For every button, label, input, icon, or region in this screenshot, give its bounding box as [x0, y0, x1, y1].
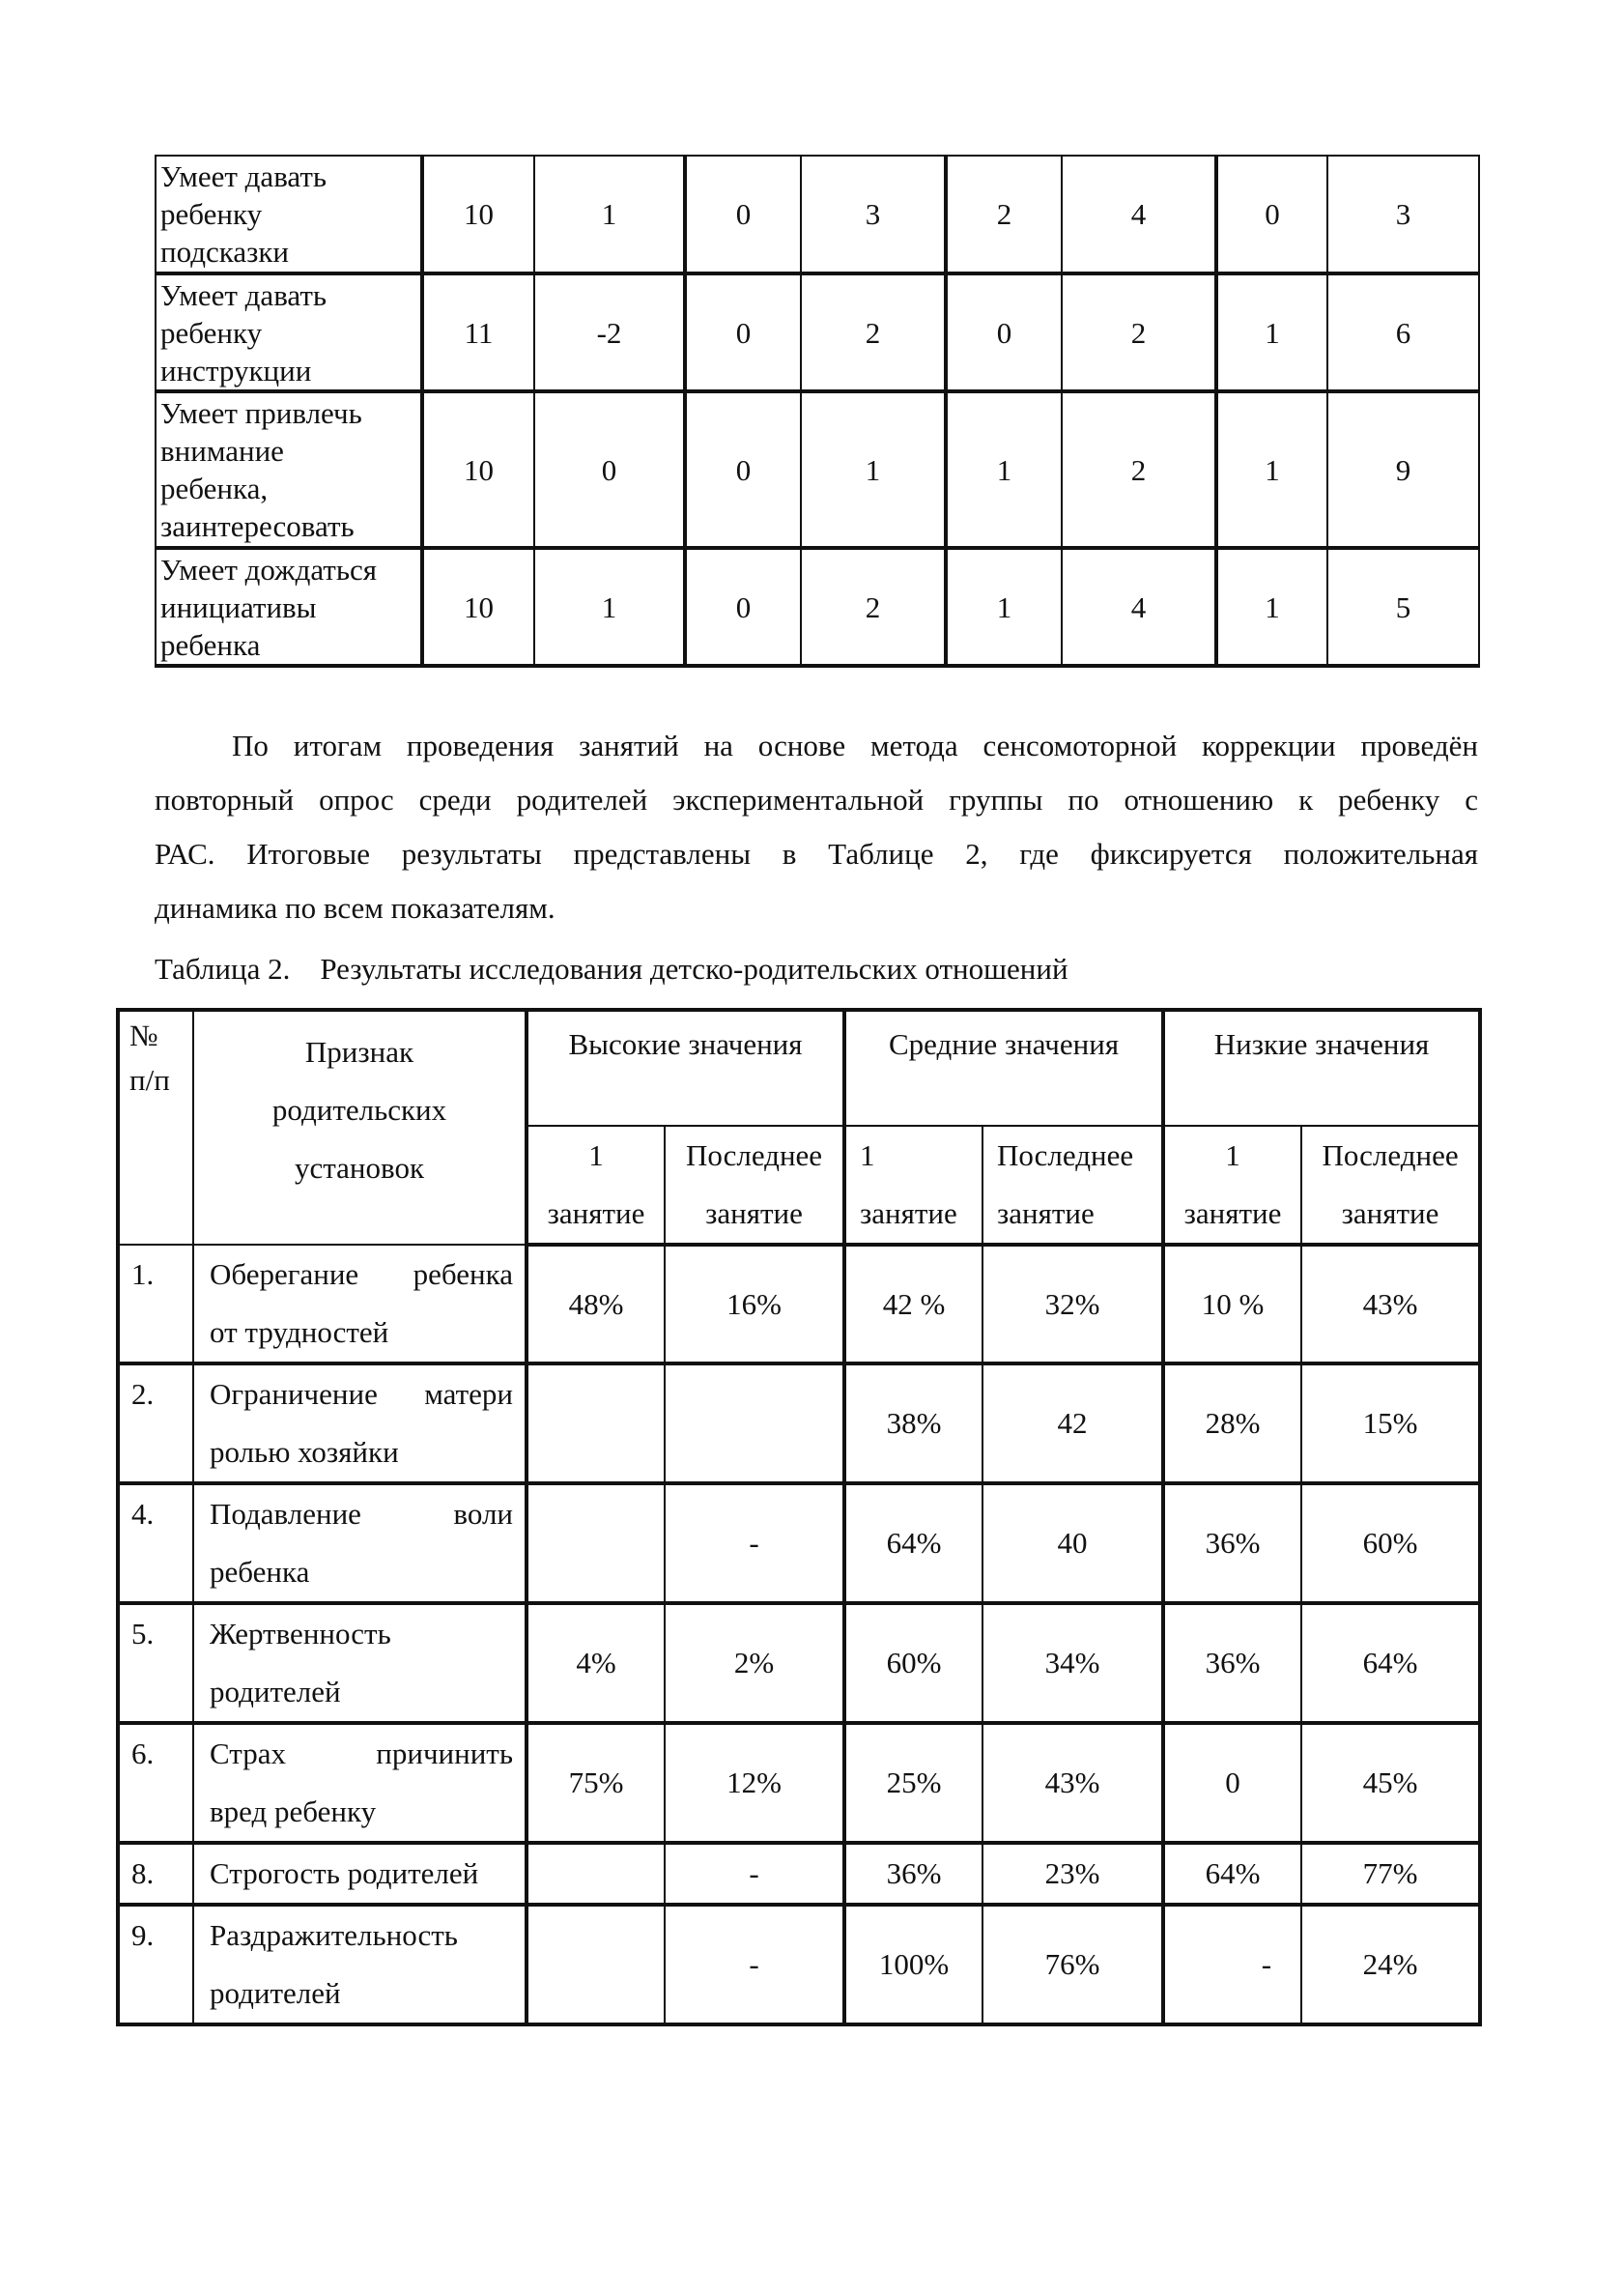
table-cell: 64%	[1163, 1843, 1301, 1905]
table-cell: 36%	[1163, 1603, 1301, 1723]
results-table-continuation	[155, 155, 1480, 668]
table-cell: 42	[982, 1363, 1163, 1483]
row-label: Умеет давать ребенку подсказки	[156, 156, 422, 273]
subheader-first-lesson: 1 занятие	[527, 1126, 665, 1245]
table-row	[156, 156, 1479, 273]
results-table-2	[116, 1008, 1482, 2026]
table-cell: -	[665, 1905, 844, 2024]
paragraph-line: динамика по всем показателям.	[155, 891, 555, 925]
row-label: Умеет привлечь внимание ребенка, заинтересовать	[156, 391, 422, 548]
table-row	[118, 1483, 1480, 1603]
table-cell: 4%	[527, 1603, 665, 1723]
table-cell: 40	[982, 1483, 1163, 1603]
row-number: 6.	[118, 1723, 193, 1843]
table-row	[118, 1603, 1480, 1723]
table-row	[156, 548, 1479, 666]
paragraph-line: По итогам проведения занятий на основе метода сенсомоторной коррекции проведён	[232, 729, 1478, 762]
row-label: Умеет дождаться инициативы ребенка	[156, 548, 422, 666]
table-cell: 3	[801, 156, 946, 273]
table-cell: 42 %	[844, 1245, 982, 1363]
column-header-high: Высокие значения	[527, 1010, 844, 1126]
row-sign: Раздражительность родителей	[193, 1905, 527, 2024]
table-cell: 32%	[982, 1245, 1163, 1363]
table-cell: 4	[1062, 548, 1216, 666]
table-cell: 100%	[844, 1905, 982, 2024]
row-sign: Подавление воли ребенка	[193, 1483, 527, 1603]
table-cell: 25%	[844, 1723, 982, 1843]
table-cell: 36%	[1163, 1483, 1301, 1603]
header-row	[118, 1010, 1480, 1126]
table-cell: -2	[534, 273, 685, 391]
table-cell: 1	[534, 548, 685, 666]
row-number: 5.	[118, 1603, 193, 1723]
column-header-sign: Признак родительских установок	[193, 1010, 527, 1245]
table-cell: 9	[1327, 391, 1479, 548]
table-cell: 75%	[527, 1723, 665, 1843]
table-cell: 60%	[844, 1603, 982, 1723]
row-number: 8.	[118, 1843, 193, 1905]
table-cell: 2	[1062, 391, 1216, 548]
table-cell: 11	[422, 273, 534, 391]
table-cell: 1	[801, 391, 946, 548]
row-number: 4.	[118, 1483, 193, 1603]
table-cell: 6	[1327, 273, 1479, 391]
table-row	[118, 1363, 1480, 1483]
table-row	[156, 391, 1479, 548]
table-cell	[527, 1843, 665, 1905]
table-cell: 0	[685, 156, 801, 273]
table-cell	[527, 1363, 665, 1483]
table-cell: 64%	[844, 1483, 982, 1603]
table-cell: 34%	[982, 1603, 1163, 1723]
table-row	[118, 1245, 1480, 1363]
paragraph-line: повторный опрос среди родителей экспериментальной группы по отношению к ребенку с	[155, 783, 1478, 817]
table-row	[118, 1723, 1480, 1843]
column-header-number: № п/п	[118, 1010, 193, 1245]
table-cell: 38%	[844, 1363, 982, 1483]
table-cell: 10	[422, 391, 534, 548]
table-cell: 1	[946, 391, 1062, 548]
table-cell: 23%	[982, 1843, 1163, 1905]
table-cell: 45%	[1301, 1723, 1480, 1843]
table-cell: 15%	[1301, 1363, 1480, 1483]
table-row	[156, 273, 1479, 391]
table-cell: -	[1163, 1905, 1301, 2024]
table-cell: 10	[422, 548, 534, 666]
subheader-first-lesson: 1 занятие	[1163, 1126, 1301, 1245]
table-cell: 0	[685, 391, 801, 548]
table-cell: 0	[946, 273, 1062, 391]
table-cell: 76%	[982, 1905, 1163, 2024]
table-cell: 48%	[527, 1245, 665, 1363]
table-cell: 1	[1216, 548, 1327, 666]
table-cell: 28%	[1163, 1363, 1301, 1483]
table-cell: 3	[1327, 156, 1479, 273]
table-row	[118, 1905, 1480, 2024]
column-header-low: Низкие значения	[1163, 1010, 1480, 1126]
table-cell	[665, 1363, 844, 1483]
table-cell: 0	[1216, 156, 1327, 273]
table-cell: 2	[1062, 273, 1216, 391]
table-cell: 1	[1216, 273, 1327, 391]
table-cell: 2	[801, 273, 946, 391]
table-cell: 64%	[1301, 1603, 1480, 1723]
table-cell: 0	[685, 273, 801, 391]
table-cell: 1	[534, 156, 685, 273]
table-cell: 60%	[1301, 1483, 1480, 1603]
paragraph-line: РАС. Итоговые результаты представлены в Таблице 2, где фиксируется положительная	[155, 837, 1478, 871]
subheader-last-lesson: Последнее занятие	[1301, 1126, 1480, 1245]
table-cell: 4	[1062, 156, 1216, 273]
table-cell: 24%	[1301, 1905, 1480, 2024]
table-cell: 0	[534, 391, 685, 548]
table-cell: 0	[685, 548, 801, 666]
row-sign: Строгость родителей	[193, 1843, 527, 1905]
table-cell: 2	[801, 548, 946, 666]
table-caption: Таблица 2. Результаты исследования детско-родительских отношений	[155, 952, 1068, 986]
table-cell: 77%	[1301, 1843, 1480, 1905]
subheader-last-lesson: Последнее занятие	[665, 1126, 844, 1245]
row-number: 1.	[118, 1245, 193, 1363]
table-cell: 0	[1163, 1723, 1301, 1843]
row-number: 2.	[118, 1363, 193, 1483]
subheader-first-lesson: 1 занятие	[844, 1126, 982, 1245]
table-cell: 2%	[665, 1603, 844, 1723]
row-sign: Ограничение матери ролью хозяйки	[193, 1363, 527, 1483]
table-cell	[527, 1905, 665, 2024]
row-sign: Жертвенность родителей	[193, 1603, 527, 1723]
table-cell: 43%	[1301, 1245, 1480, 1363]
table-cell	[527, 1483, 665, 1603]
table-cell: 2	[946, 156, 1062, 273]
table-cell: 36%	[844, 1843, 982, 1905]
table-cell: 12%	[665, 1723, 844, 1843]
row-sign: Страх причинить вред ребенку	[193, 1723, 527, 1843]
table-cell: 1	[1216, 391, 1327, 548]
table-cell: 1	[946, 548, 1062, 666]
table-cell: 10	[422, 156, 534, 273]
subheader-last-lesson: Последнее занятие	[982, 1126, 1163, 1245]
table-cell: 16%	[665, 1245, 844, 1363]
table-cell: -	[665, 1843, 844, 1905]
table-row	[118, 1843, 1480, 1905]
table-cell: 43%	[982, 1723, 1163, 1843]
column-header-medium: Средние значения	[844, 1010, 1163, 1126]
body-paragraph	[155, 719, 1478, 935]
table-cell: 5	[1327, 548, 1479, 666]
table-cell: -	[665, 1483, 844, 1603]
row-sign: Оберегание ребенка от трудностей	[193, 1245, 527, 1363]
table-cell: 10 %	[1163, 1245, 1301, 1363]
row-label: Умеет давать ребенку инструкции	[156, 273, 422, 391]
row-number: 9.	[118, 1905, 193, 2024]
